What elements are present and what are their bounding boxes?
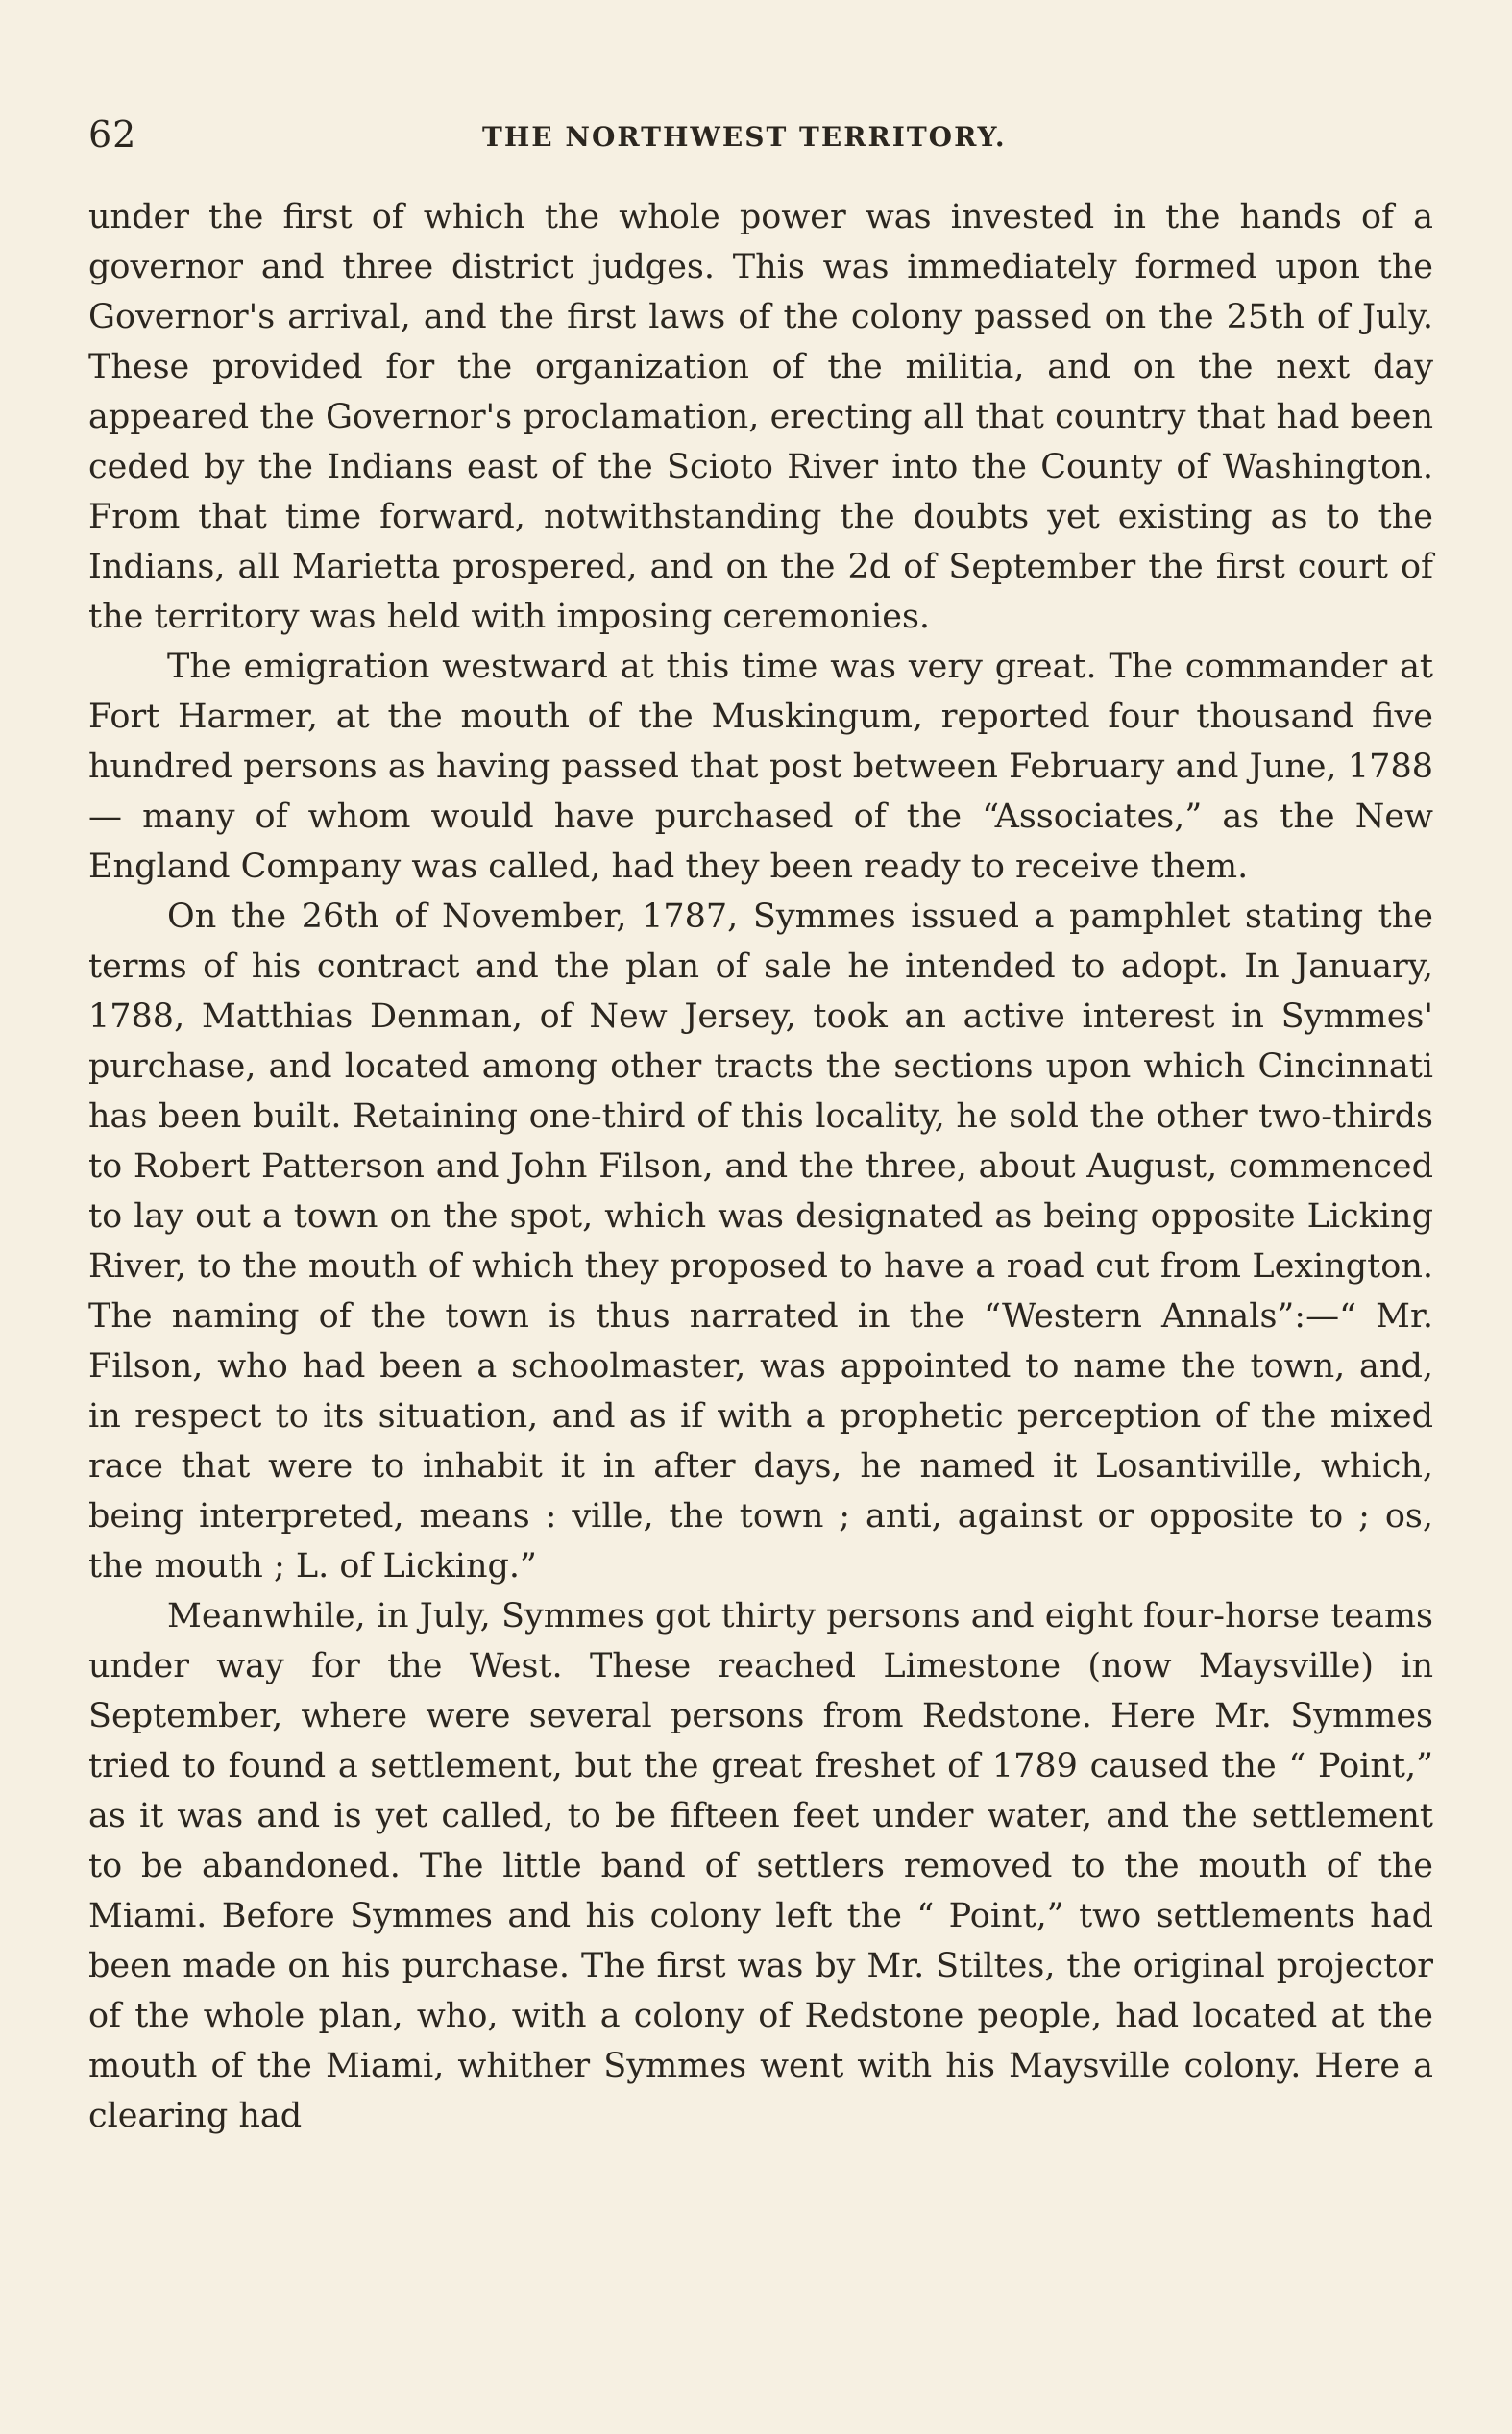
body-text <box>88 192 1433 2141</box>
paragraph: Meanwhile, in July, Symmes got thirty persons and eight four-horse teams under way for the West. These reached Limestone (now Maysville) in September, where were several persons from Redstone. Here Mr. Symmes tried to found a settlement, but the great freshet of 1789 caused the “ Point,” as it was and is yet called, to be fifteen feet under water, and the settlement to be abandoned. The little band of settlers removed to the mouth of the Miami. Before Symmes and his colony left the “ Point,” two settlements had been made on his purchase. The first was by Mr. Stiltes, the original projector of the whole plan, who, with a colony of Redstone people, had located at the mouth of the Miami, whither Symmes went with his Maysville colony. Here a clearing had <box>88 1597 1433 2135</box>
page-number: 62 <box>88 113 137 156</box>
paragraph: The emigration westward at this time was very great. The commander at Fort Harmer, at the mouth of the Muskingum, reported four thousand five hundred persons as having passed that post between February and June, 1788 — many of whom would have purchased of the “Associates,” as the New England Company was called, had they been ready to receive them. <box>88 648 1433 886</box>
paragraph: under the first of which the whole power was invested in the hands of a governor and three district judges. This was immediately formed upon the Governor's arrival, and the first laws of the colony passed on the 25th of July. These provided for the organization of the militia, and on the next day appeared the Governor's proclamation, erecting all that country that had been ceded by the Indians east of the Scioto River into the County of Washington. From that time forward, notwithstanding the doubts yet existing as to the Indians, all Marietta prospered, and on the 2d of September the first court of the territory was held with imposing ceremonies. <box>88 198 1433 636</box>
page-header <box>88 113 1433 161</box>
running-head: THE NORTHWEST TERRITORY. <box>482 121 1007 153</box>
paragraph: On the 26th of November, 1787, Symmes issued a pamphlet stating the terms of his contract and the plan of sale he intended to adopt. In January, 1788, Matthias Denman, of New Jersey, took an active interest in Symmes' purchase, and located among other tracts the sections upon which Cincinnati has been built. Retaining one-third of this locality, he sold the other two-thirds to Robert Patterson and John Filson, and the three, about August, commenced to lay out a town on the spot, which was designated as being opposite Licking River, to the mouth of which they proposed to have a road cut from Lexington. The naming of the town is thus narrated in the “Western Annals”:—“ Mr. Filson, who had been a schoolmaster, was appointed to name the town, and, in respect to its situation, and as if with a prophetic perception of the mixed race that were to inhabit it in after days, he named it Losantiville, which, being interpreted, means : ville, the town ; anti, against or opposite to ; os, the mouth ; L. of Licking.” <box>88 897 1433 1586</box>
